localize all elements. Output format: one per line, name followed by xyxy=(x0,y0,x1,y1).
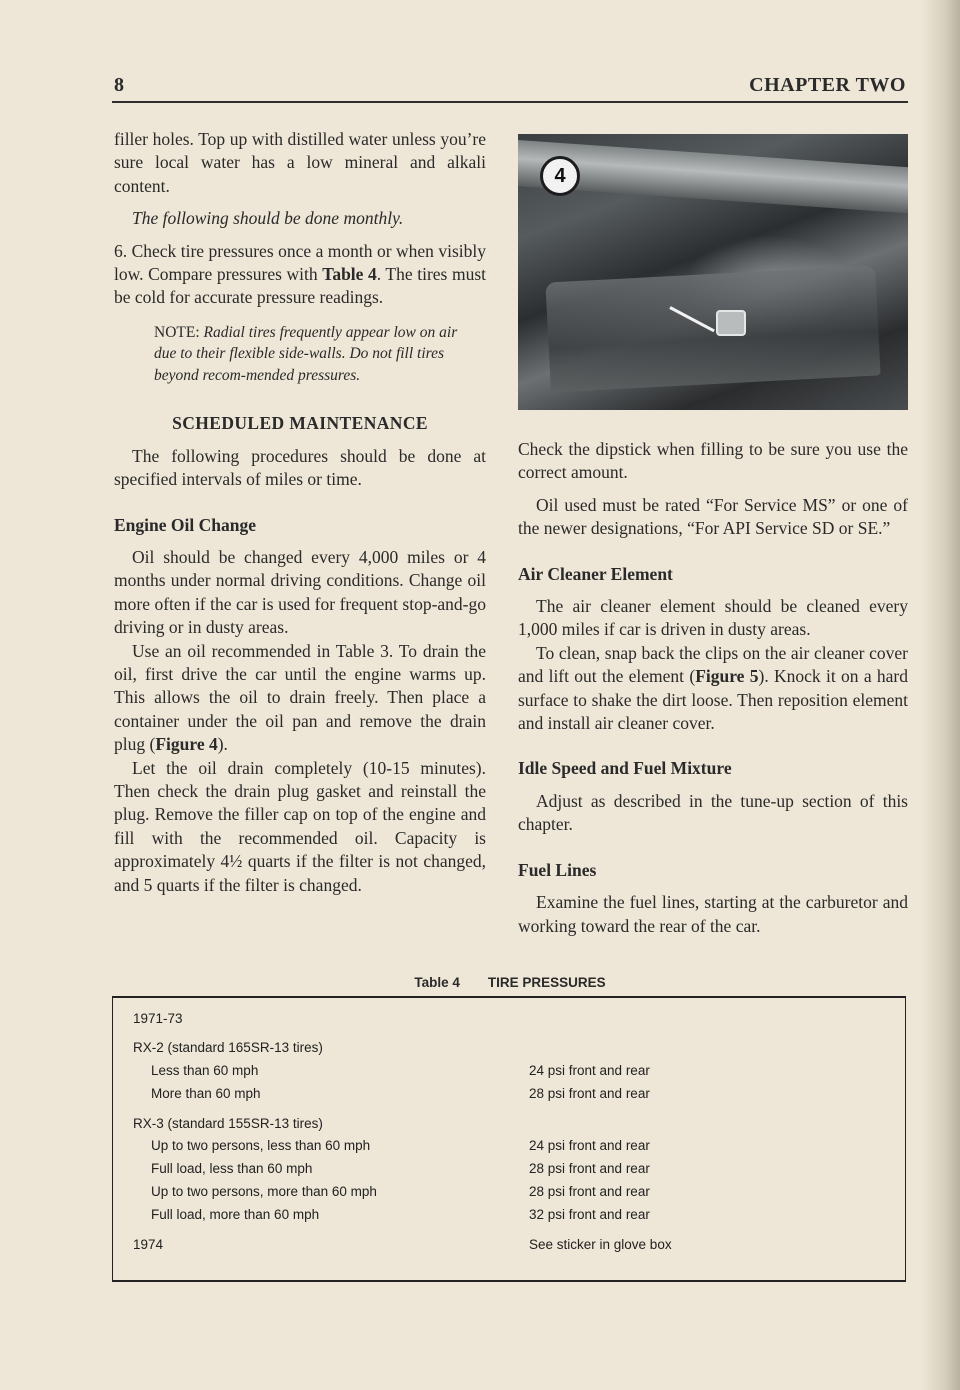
heading-fuel-lines: Fuel Lines xyxy=(518,859,597,880)
paragraph-scheduled-intro: The following procedures should be done at specified intervals of miles or time. xyxy=(114,445,486,490)
paragraph-oil-rating: Oil used must be rated “For Service MS” or one of the newer designations, “For API Service SD or SE.” xyxy=(518,494,908,539)
paragraph-filler-holes: filler holes. Top up with distilled water unless you’re sure local water has a low mineral and alkali content. xyxy=(114,129,486,196)
table-label: Table 4 xyxy=(414,975,460,990)
figure-number-badge: 4 xyxy=(540,156,580,196)
row-value: 32 psi front and rear xyxy=(529,1207,650,1222)
heading-engine-oil-change: Engine Oil Change xyxy=(114,514,256,535)
heading-air-cleaner-element: Air Cleaner Element xyxy=(518,563,673,584)
monthly-heading: The following should be done monthly. xyxy=(132,208,404,229)
table-title: TIRE PRESSURES xyxy=(487,975,606,990)
table-row xyxy=(113,1204,905,1226)
row-label: More than 60 mph xyxy=(151,1086,261,1101)
table-row xyxy=(113,1037,905,1059)
row-label: Full load, less than 60 mph xyxy=(151,1161,313,1176)
row-label: RX-2 (standard 165SR-13 tires) xyxy=(133,1040,323,1055)
page-header xyxy=(112,74,906,100)
paragraph-oil-drain xyxy=(114,640,486,757)
tire-text-start: 6. Check tire pressures once a month or when visibly low. Compare pressures with xyxy=(114,240,486,285)
oil-drain-text-end: ). xyxy=(217,734,228,755)
table-row xyxy=(113,1181,905,1203)
left-column xyxy=(114,128,486,897)
table-4-reference: Table 4 xyxy=(322,264,377,285)
row-label: RX-3 (standard 155SR-13 tires) xyxy=(133,1116,323,1131)
paragraph-fuel-lines: Examine the fuel lines, starting at the carburetor and working toward the rear of the car. xyxy=(518,892,908,936)
header-rule xyxy=(112,101,908,103)
table-row xyxy=(113,1083,905,1105)
row-label: Up to two persons, more than 60 mph xyxy=(151,1184,377,1199)
air-text-end: ). Knock it on a hard surface to shake the dirt loose. Then reposition element and install air cleaner cover. xyxy=(518,666,908,734)
row-value: 28 psi front and rear xyxy=(529,1086,650,1101)
paragraph-oil-interval: Oil should be changed every 4,000 miles or 4 months under normal driving conditions. Change oil more often if the car is used for frequent stop-and-go driving or in dusty areas. xyxy=(114,546,486,638)
right-column xyxy=(518,438,908,938)
table-row xyxy=(113,1158,905,1180)
page-number: 8 xyxy=(114,74,124,96)
row-label: 1974 xyxy=(133,1237,164,1252)
heading-idle-speed-fuel-mixture: Idle Speed and Fuel Mixture xyxy=(518,758,732,779)
table-row xyxy=(113,1060,905,1082)
table-row xyxy=(113,1135,905,1157)
section-title-scheduled-maintenance: SCHEDULED MAINTENANCE xyxy=(172,413,428,434)
oil-drain-text-start: Use an oil recommended in Table 3. To drain the oil, first drive the car until the engine warms up. This allows the oil to drain freely. Then place a container under the oil pan and remove the drain plug ( xyxy=(114,640,486,755)
table-row xyxy=(113,1113,905,1135)
note-text: Radial tires frequently appear low on air due to their flexible side-walls. Do not fill tires beyond recom-mended pressures. xyxy=(154,323,458,384)
table-caption xyxy=(112,975,908,990)
page-edge-shadow xyxy=(922,0,960,1390)
row-value: 28 psi front and rear xyxy=(529,1161,650,1176)
paragraph-air-cleaner-interval: The air cleaner element should be cleaned every 1,000 miles if car is driven in dusty areas. xyxy=(518,596,908,640)
row-label: Less than 60 mph xyxy=(151,1063,259,1078)
paragraph-dipstick: Check the dipstick when filling to be sure you use the correct amount. xyxy=(518,439,908,483)
row-value: 28 psi front and rear xyxy=(529,1184,650,1199)
paragraph-air-cleaner-procedure xyxy=(518,642,908,736)
paragraph-idle-adjust: Adjust as described in the tune-up section of this chapter. xyxy=(518,790,908,835)
paragraph-oil-refill: Let the oil drain completely (10-15 minutes). Then check the drain plug gasket and reinstall the plug. Remove the filler cap on top of the engine and fill with the recommended oil. Capacity is approximately 4½ quarts if the filter is not changed, and 5 quarts if the filter is changed. xyxy=(114,757,486,895)
row-value: 24 psi front and rear xyxy=(529,1138,650,1153)
paragraph-tire-pressures xyxy=(114,240,486,310)
chapter-title: CHAPTER TWO xyxy=(749,74,906,96)
radial-tire-note xyxy=(154,322,474,387)
row-label: 1971-73 xyxy=(133,1011,183,1026)
row-label: Full load, more than 60 mph xyxy=(151,1207,320,1222)
table-row xyxy=(113,1234,905,1256)
row-label: Up to two persons, less than 60 mph xyxy=(151,1138,371,1153)
row-value: See sticker in glove box xyxy=(529,1237,672,1252)
table-row xyxy=(113,1008,905,1030)
figure-5-reference: Figure 5 xyxy=(695,666,759,687)
photo-drain-plug xyxy=(716,310,746,336)
row-value: 24 psi front and rear xyxy=(529,1063,650,1078)
figure-4-photo xyxy=(518,134,908,410)
tire-text-end: . The tires must be cold for accurate pressure readings. xyxy=(114,264,486,308)
air-text-start: To clean, snap back the clips on the air cleaner cover and lift out the element ( xyxy=(518,642,908,687)
note-label: NOTE: xyxy=(154,323,204,341)
figure-4-reference: Figure 4 xyxy=(155,734,218,755)
tire-pressure-table xyxy=(112,996,906,1282)
